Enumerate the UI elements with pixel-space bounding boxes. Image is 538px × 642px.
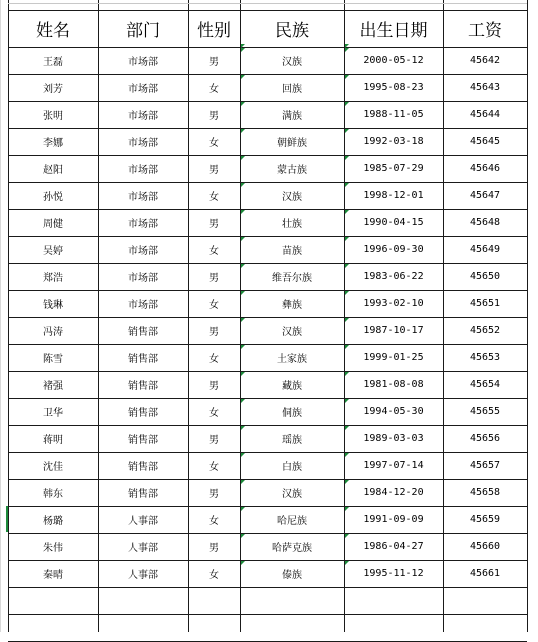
- error-indicator-icon: [345, 156, 349, 160]
- cell-name[interactable]: 朱伟: [43, 543, 63, 554]
- header-cell-name[interactable]: 姓名: [36, 21, 70, 41]
- cell-gender[interactable]: 女: [209, 138, 219, 149]
- cell-birthdate[interactable]: 1983-06-22: [363, 271, 424, 282]
- cell-gender[interactable]: 女: [209, 84, 219, 95]
- error-indicator-icon: [345, 48, 349, 52]
- cell-birthdate[interactable]: 1988-11-05: [363, 109, 424, 120]
- error-indicator-icon: [345, 345, 349, 349]
- cell-birthdate[interactable]: 2000-05-12: [363, 55, 424, 66]
- cell-salary[interactable]: 45642: [469, 55, 501, 66]
- error-indicator-icon: [241, 534, 245, 538]
- cell-birthdate[interactable]: 1995-11-12: [363, 568, 424, 579]
- error-indicator-icon: [241, 48, 245, 52]
- cell-department[interactable]: 市场部: [128, 111, 158, 122]
- cell-gender[interactable]: 女: [209, 462, 219, 473]
- table-row: [8, 344, 527, 371]
- table-row: [8, 317, 527, 344]
- table-row: [8, 533, 527, 560]
- cell-gender[interactable]: 男: [209, 273, 219, 284]
- table-row: [8, 74, 527, 101]
- cell-department[interactable]: 市场部: [128, 165, 158, 176]
- cell-ethnicity[interactable]: 彝族: [282, 300, 302, 311]
- header-row: [8, 10, 527, 47]
- cell-ethnicity[interactable]: 瑶族: [282, 435, 302, 446]
- cell-department[interactable]: 市场部: [128, 57, 158, 68]
- table-row: [8, 398, 527, 425]
- cell-name[interactable]: 蒋明: [43, 435, 63, 446]
- cell-name[interactable]: 郑浩: [43, 273, 63, 284]
- cell-name[interactable]: 卫华: [43, 408, 63, 419]
- cell-name[interactable]: 沈佳: [43, 462, 63, 473]
- cell-salary[interactable]: 45655: [469, 406, 501, 417]
- cell-birthdate[interactable]: 1985-07-29: [363, 163, 424, 174]
- error-indicator-icon: [241, 183, 245, 187]
- cell-birthdate[interactable]: 1994-05-30: [363, 406, 424, 417]
- header-cell-birthdate[interactable]: 出生日期: [359, 21, 428, 41]
- cell-gender[interactable]: 女: [209, 300, 219, 311]
- cell-department[interactable]: 人事部: [128, 543, 158, 554]
- error-indicator-icon: [241, 102, 245, 106]
- cell-ethnicity[interactable]: 哈萨克族: [272, 543, 312, 554]
- table-row: [8, 425, 527, 452]
- header-cell-gender[interactable]: 性别: [197, 21, 231, 41]
- cell-name[interactable]: 赵阳: [43, 165, 63, 176]
- table-row: [8, 155, 527, 182]
- table-row: [8, 290, 527, 317]
- cell-department[interactable]: 市场部: [128, 192, 158, 203]
- cell-gender[interactable]: 男: [209, 165, 219, 176]
- cell-ethnicity[interactable]: 壮族: [282, 219, 302, 230]
- error-indicator-icon: [345, 129, 349, 133]
- table-row: [8, 236, 527, 263]
- cell-salary[interactable]: 45645: [469, 136, 501, 147]
- cell-birthdate[interactable]: 1999-01-25: [363, 352, 424, 363]
- cell-gender[interactable]: 女: [209, 516, 219, 527]
- cell-ethnicity[interactable]: 哈尼族: [277, 516, 307, 527]
- table-row: [8, 479, 527, 506]
- error-indicator-icon: [345, 507, 349, 511]
- cell-salary[interactable]: 45659: [469, 514, 501, 525]
- table-row: [8, 560, 527, 587]
- cell-ethnicity[interactable]: 汉族: [282, 57, 302, 68]
- cell-department[interactable]: 市场部: [128, 138, 158, 149]
- grid-vertical-line: [0, 0, 1, 632]
- cell-gender[interactable]: 男: [209, 111, 219, 122]
- cell-gender[interactable]: 男: [209, 327, 219, 338]
- cell-gender[interactable]: 男: [209, 489, 219, 500]
- cell-salary[interactable]: 45652: [469, 325, 501, 336]
- table-row: [8, 452, 527, 479]
- cell-name[interactable]: 杨璐: [43, 516, 63, 527]
- error-indicator-icon: [241, 237, 245, 241]
- cell-gender[interactable]: 男: [209, 381, 219, 392]
- error-indicator-icon: [241, 372, 245, 376]
- cell-name[interactable]: 孙悦: [43, 192, 63, 203]
- cell-ethnicity[interactable]: 藏族: [282, 381, 302, 392]
- error-indicator-icon: [241, 345, 245, 349]
- cell-salary[interactable]: 45656: [469, 433, 501, 444]
- cell-gender[interactable]: 女: [209, 192, 219, 203]
- error-indicator-icon: [345, 210, 349, 214]
- cell-name[interactable]: 褚强: [43, 381, 63, 392]
- cell-ethnicity[interactable]: 蒙古族: [277, 165, 307, 176]
- cell-department[interactable]: 人事部: [128, 516, 158, 527]
- table-row: [8, 47, 527, 74]
- table-row: [8, 263, 527, 290]
- error-indicator-icon: [241, 156, 245, 160]
- cell-department[interactable]: 销售部: [128, 462, 158, 473]
- cell-gender[interactable]: 男: [209, 219, 219, 230]
- error-indicator-icon: [345, 237, 349, 241]
- cell-salary[interactable]: 45651: [469, 298, 501, 309]
- header-cell-department[interactable]: 部门: [126, 21, 160, 41]
- cell-gender[interactable]: 女: [209, 408, 219, 419]
- empty-row: [8, 614, 527, 641]
- cell-salary[interactable]: 45643: [469, 82, 501, 93]
- cell-name[interactable]: 冯涛: [43, 327, 63, 338]
- error-indicator-icon: [241, 399, 245, 403]
- cell-ethnicity[interactable]: 维吾尔族: [272, 273, 312, 284]
- error-indicator-icon: [345, 318, 349, 322]
- error-indicator-icon: [241, 480, 245, 484]
- cell-department[interactable]: 市场部: [128, 246, 158, 257]
- error-indicator-icon: [241, 129, 245, 133]
- cell-name[interactable]: 张明: [43, 111, 63, 122]
- cell-salary[interactable]: 45644: [469, 109, 501, 120]
- error-indicator-icon: [241, 44, 245, 48]
- cell-ethnicity[interactable]: 满族: [282, 111, 302, 122]
- error-indicator-icon: [345, 372, 349, 376]
- cell-birthdate[interactable]: 1995-08-23: [363, 82, 424, 93]
- cell-department[interactable]: 市场部: [128, 300, 158, 311]
- cell-salary[interactable]: 45647: [469, 190, 501, 201]
- header-cell-ethnicity[interactable]: 民族: [275, 21, 309, 41]
- error-indicator-icon: [241, 75, 245, 79]
- error-indicator-icon: [345, 183, 349, 187]
- table-row: [8, 506, 527, 533]
- table-row: [8, 128, 527, 155]
- error-indicator-icon: [241, 318, 245, 322]
- cell-ethnicity[interactable]: 侗族: [282, 408, 302, 419]
- cell-name[interactable]: 钱琳: [43, 300, 63, 311]
- error-indicator-icon: [345, 44, 349, 48]
- cell-name[interactable]: 秦晴: [43, 570, 63, 581]
- cell-ethnicity[interactable]: 汉族: [282, 192, 302, 203]
- cell-salary[interactable]: 45658: [469, 487, 501, 498]
- cell-gender[interactable]: 女: [209, 354, 219, 365]
- cell-birthdate[interactable]: 1986-04-27: [363, 541, 424, 552]
- table-row: [8, 371, 527, 398]
- grid-horizontal-line: [8, 3, 527, 4]
- cell-ethnicity[interactable]: 白族: [282, 462, 302, 473]
- error-indicator-icon: [241, 426, 245, 430]
- error-indicator-icon: [345, 480, 349, 484]
- cell-gender[interactable]: 女: [209, 246, 219, 257]
- error-indicator-icon: [345, 75, 349, 79]
- cell-department[interactable]: 销售部: [128, 435, 158, 446]
- cell-name[interactable]: 李娜: [43, 138, 63, 149]
- cell-name[interactable]: 陈雪: [43, 354, 63, 365]
- cell-birthdate[interactable]: 1991-09-09: [363, 514, 424, 525]
- cell-birthdate[interactable]: 1984-12-20: [363, 487, 424, 498]
- cell-department[interactable]: 市场部: [128, 219, 158, 230]
- cell-department[interactable]: 销售部: [128, 327, 158, 338]
- error-indicator-icon: [345, 534, 349, 538]
- cell-gender[interactable]: 女: [209, 570, 219, 581]
- cell-birthdate[interactable]: 1997-07-14: [363, 460, 424, 471]
- error-indicator-icon: [241, 561, 245, 565]
- error-indicator-icon: [345, 399, 349, 403]
- error-indicator-icon: [241, 264, 245, 268]
- cell-department[interactable]: 人事部: [128, 570, 158, 581]
- cell-department[interactable]: 市场部: [128, 84, 158, 95]
- error-indicator-icon: [241, 507, 245, 511]
- cell-salary[interactable]: 45660: [469, 541, 501, 552]
- cell-department[interactable]: 销售部: [128, 408, 158, 419]
- cell-name[interactable]: 王磊: [43, 57, 63, 68]
- cell-birthdate[interactable]: 1981-08-08: [363, 379, 424, 390]
- cell-gender[interactable]: 男: [209, 543, 219, 554]
- cell-birthdate[interactable]: 1989-03-03: [363, 433, 424, 444]
- cell-birthdate[interactable]: 1990-04-15: [363, 217, 424, 228]
- cell-name[interactable]: 韩东: [43, 489, 63, 500]
- cell-department[interactable]: 销售部: [128, 381, 158, 392]
- cell-ethnicity[interactable]: 傣族: [282, 570, 302, 581]
- grid-vertical-line: [527, 0, 528, 632]
- error-indicator-icon: [345, 102, 349, 106]
- grid-horizontal-line: [8, 10, 527, 11]
- cell-gender[interactable]: 男: [209, 435, 219, 446]
- cell-ethnicity[interactable]: 苗族: [282, 246, 302, 257]
- error-indicator-icon: [241, 210, 245, 214]
- cell-birthdate[interactable]: 1992-03-18: [363, 136, 424, 147]
- empty-row: [8, 587, 527, 614]
- error-indicator-icon: [345, 426, 349, 430]
- cell-birthdate[interactable]: 1993-02-10: [363, 298, 424, 309]
- selection-marker: [6, 506, 8, 532]
- cell-ethnicity[interactable]: 汉族: [282, 489, 302, 500]
- cell-department[interactable]: 销售部: [128, 489, 158, 500]
- header-cell-salary[interactable]: 工资: [468, 21, 502, 41]
- cell-ethnicity[interactable]: 回族: [282, 84, 302, 95]
- cell-ethnicity[interactable]: 土家族: [277, 354, 307, 365]
- cell-name[interactable]: 刘芳: [43, 84, 63, 95]
- cell-ethnicity[interactable]: 汉族: [282, 327, 302, 338]
- cell-name[interactable]: 吴婷: [43, 246, 63, 257]
- cell-ethnicity[interactable]: 朝鲜族: [277, 138, 307, 149]
- cell-birthdate[interactable]: 1996-09-30: [363, 244, 424, 255]
- cell-gender[interactable]: 男: [209, 57, 219, 68]
- error-indicator-icon: [345, 453, 349, 457]
- cell-salary[interactable]: 45657: [469, 460, 501, 471]
- cell-birthdate[interactable]: 1987-10-17: [363, 325, 424, 336]
- cell-name[interactable]: 周健: [43, 219, 63, 230]
- cell-department[interactable]: 市场部: [128, 273, 158, 284]
- cell-salary[interactable]: 45661: [469, 568, 501, 579]
- cell-salary[interactable]: 45646: [469, 163, 501, 174]
- error-indicator-icon: [345, 291, 349, 295]
- table-row: [8, 209, 527, 236]
- cell-salary[interactable]: 45654: [469, 379, 501, 390]
- table-row: [8, 182, 527, 209]
- table-row: [8, 101, 527, 128]
- error-indicator-icon: [241, 453, 245, 457]
- cell-salary[interactable]: 45648: [469, 217, 501, 228]
- cell-salary[interactable]: 45650: [469, 271, 501, 282]
- cell-birthdate[interactable]: 1998-12-01: [363, 190, 424, 201]
- cell-department[interactable]: 销售部: [128, 354, 158, 365]
- error-indicator-icon: [345, 561, 349, 565]
- cell-salary[interactable]: 45649: [469, 244, 501, 255]
- error-indicator-icon: [241, 291, 245, 295]
- cell-salary[interactable]: 45653: [469, 352, 501, 363]
- error-indicator-icon: [345, 264, 349, 268]
